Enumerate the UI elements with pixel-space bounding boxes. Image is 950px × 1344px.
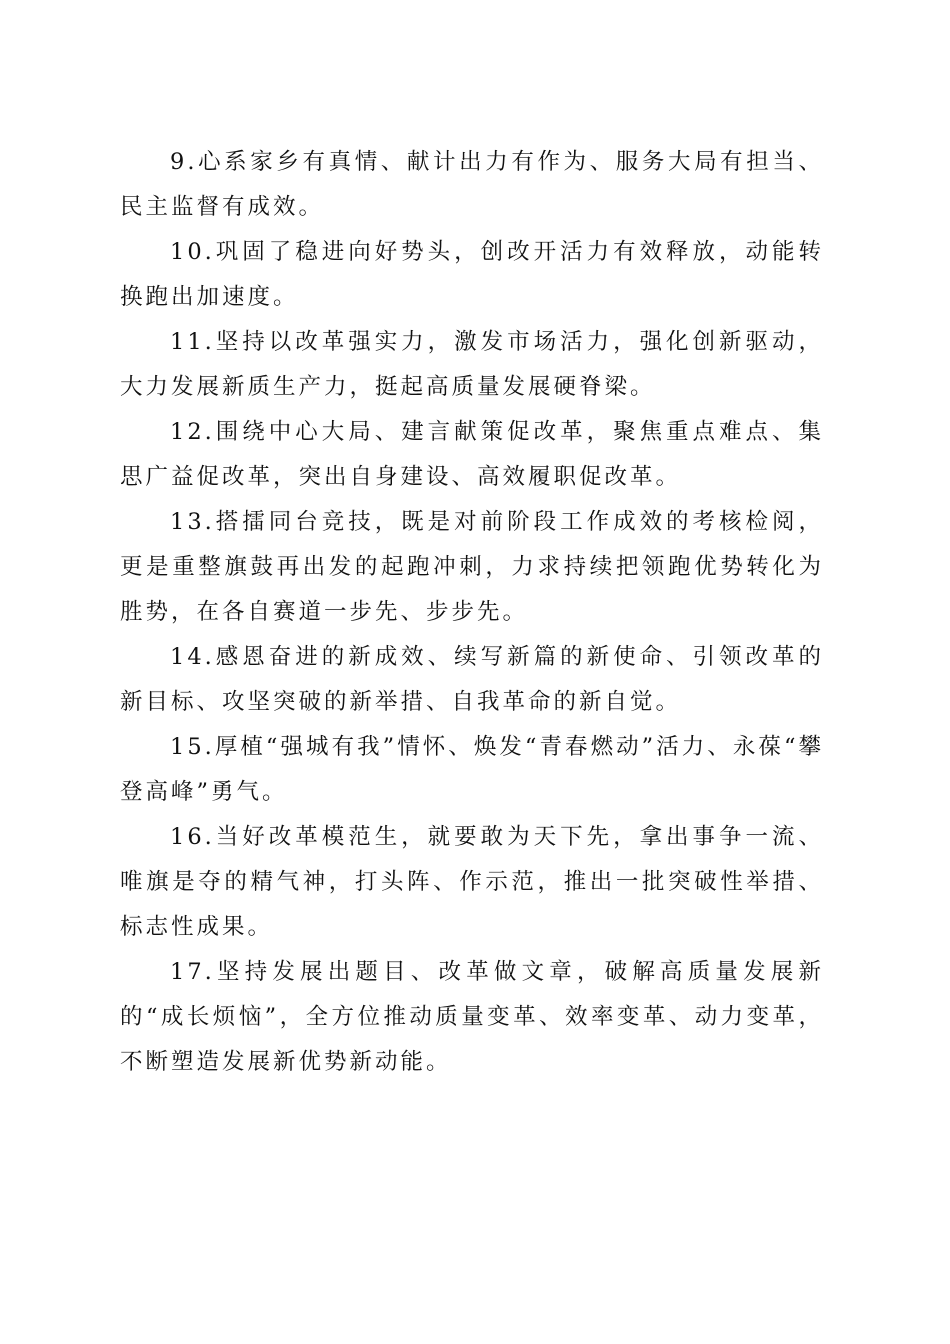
paragraph-17: 17.坚持发展出题目、改革做文章，破解高质量发展新的“成长烦恼”，全方位推动质量变革、效率变革、动力变革，不断塑造发展新优势新动能。 <box>120 959 824 1075</box>
paragraph-15: 15.厚植“强城有我”情怀、焕发“青春燃动”活力、永葆“攀登高峰”勇气。 <box>120 734 824 805</box>
paragraph-13: 13.搭擂同台竞技，既是对前阶段工作成效的考核检阅，更是重整旗鼓再出发的起跑冲刺，力求持续把领跑优势转化为胜势，在各自赛道一步先、步步先。 <box>120 509 824 625</box>
paragraph-11: 11.坚持以改革强实力，激发市场活力，强化创新驱动，大力发展新质生产力，挺起高质量发展硬脊梁。 <box>120 329 824 400</box>
paragraph-9: 9.心系家乡有真情、献计出力有作为、服务大局有担当、民主监督有成效。 <box>120 149 824 220</box>
paragraph-16: 16.当好改革模范生，就要敢为天下先，拿出事争一流、唯旗是夺的精气神，打头阵、作示范，推出一批突破性举措、标志性成果。 <box>120 824 824 940</box>
paragraph-10: 10.巩固了稳进向好势头，创改开活力有效释放，动能转换跑出加速度。 <box>120 239 824 310</box>
document-body <box>120 140 824 1085</box>
paragraph-12: 12.围绕中心大局、建言献策促改革，聚焦重点难点、集思广益促改革，突出自身建设、高效履职促改革。 <box>120 419 824 490</box>
paragraph-14: 14.感恩奋进的新成效、续写新篇的新使命、引领改革的新目标、攻坚突破的新举措、自我革命的新自觉。 <box>120 644 824 715</box>
